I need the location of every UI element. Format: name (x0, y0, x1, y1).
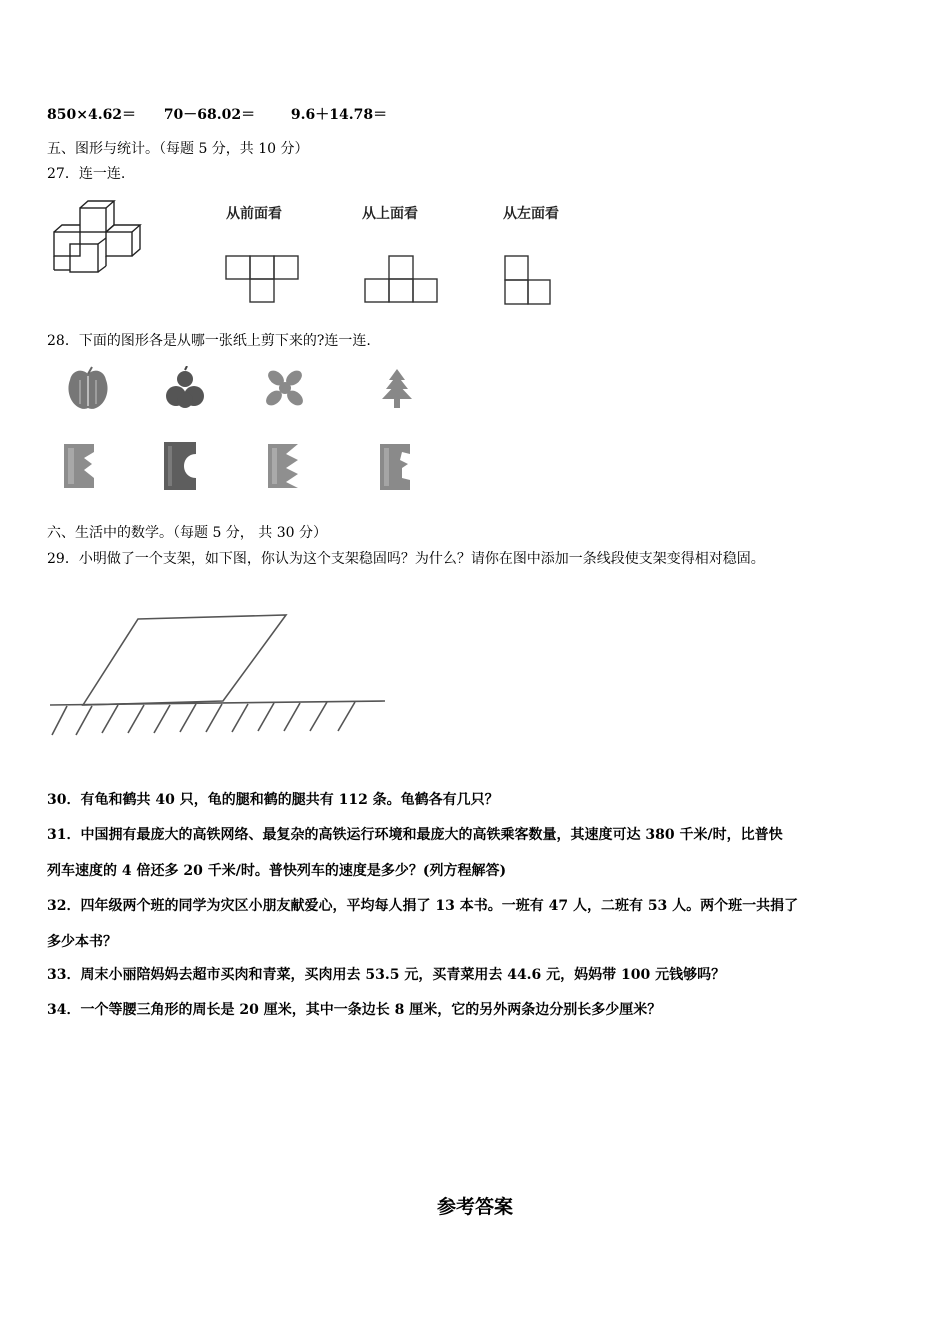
q28-text: 28．下面的图形各是从哪一张纸上剪下来的?连一连. (47, 333, 371, 349)
section5-title: 五、图形与统计。（每题 5 分，共 10 分） (47, 141, 309, 157)
tree-shape-icon (374, 366, 420, 412)
view-left-label: 从左面看 (503, 206, 559, 222)
calc-expr-1: 850×4.62＝ (47, 107, 137, 123)
q31-text-line2: 列车速度的 4 倍还多 20 千米/时。普快列车的速度是多少？(列方程解答) (47, 863, 507, 879)
view-top-label: 从上面看 (362, 206, 418, 222)
calc-expr-3: 9.6＋14.78＝ (290, 107, 388, 123)
flower-shape-icon (262, 366, 308, 412)
q27-text: 27．连一连. (47, 166, 126, 182)
apple-shape-icon (58, 366, 118, 412)
paper-c-shape-icon (158, 438, 202, 494)
left-view-figure (500, 253, 560, 307)
bracket-figure (40, 605, 400, 745)
q31-text-line1: 31．中国拥有最庞大的高铁网络、最复杂的高铁运行环境和最庞大的高铁乘客数量，其速度可达 380 千米/时，比普快 (47, 827, 783, 843)
top-view-figure (361, 253, 441, 305)
view-front-label: 从前面看 (226, 206, 282, 222)
q32-text-line1: 32．四年级两个班的同学为灾区小朋友献爱心，平均每人捐了 13 本书。一班有 47 人，二班有 53 人。两个班一共捐了 (47, 898, 799, 914)
q30-text: 30．有龟和鹤共 40 只，龟的腿和鹤的腿共有 112 条。龟鹤各有几只？ (47, 792, 499, 808)
answer-title: 参考答案 (436, 1196, 513, 1218)
paper-e-shape-2-icon (262, 438, 306, 494)
gourd-shape-icon (160, 366, 210, 412)
q32-text-line2: 多少本书？ (47, 934, 117, 950)
front-view-figure (222, 253, 302, 305)
paper-e-shape-1-icon (58, 438, 102, 494)
cube-stack-figure (50, 198, 150, 276)
calc-expr-2: 70－68.02＝ (163, 107, 256, 123)
calc-row (47, 104, 387, 124)
section6-title: 六、生活中的数学。（每题 5 分， 共 30 分） (47, 525, 327, 541)
q33-text: 33．周末小丽陪妈妈去超市买肉和青菜，买肉用去 53.5 元，买青菜用去 44.6 元，妈妈带 100 元钱够吗？ (47, 967, 726, 983)
q29-text: 29．小明做了一个支架，如下图，你认为这个支架稳固吗？为什么？请你在图中添加一条线段使支架变得相对稳固。 (47, 551, 765, 567)
q34-text: 34．一个等腰三角形的周长是 20 厘米，其中一条边长 8 厘米，它的另外两条边分别长多少厘米？ (47, 1002, 662, 1018)
paper-e-shape-3-icon (374, 438, 418, 494)
